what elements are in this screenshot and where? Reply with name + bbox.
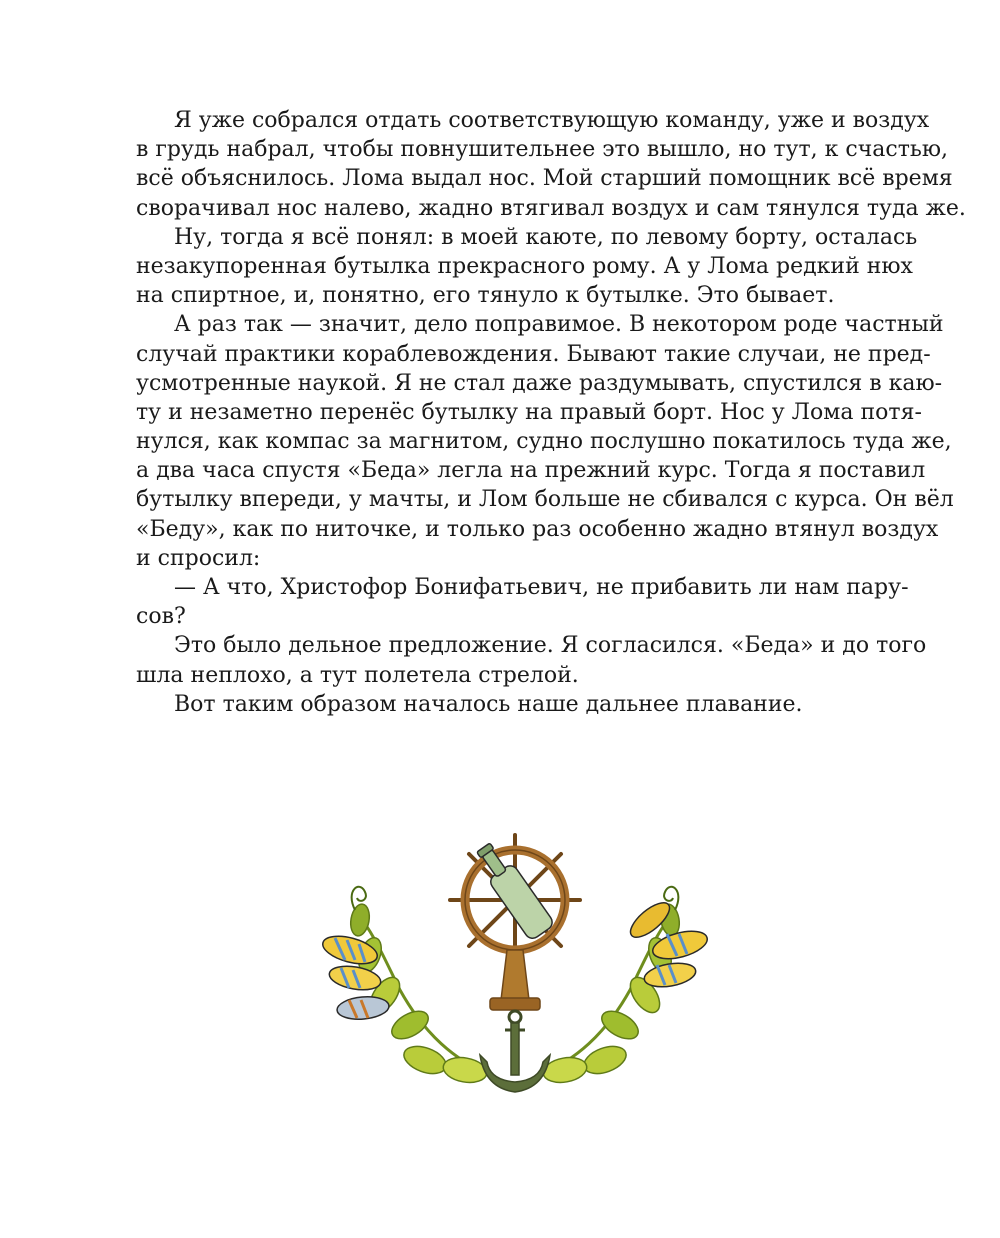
text-line: незакупоренная бутылка прекрасного рому. А у Лома редкий нюх [136, 253, 913, 279]
book-page-text [136, 106, 966, 719]
text-line: сворачивал нос налево, жадно втягивал воздух и сам тянулся туда же. [136, 195, 966, 221]
text-line: сов? [136, 604, 186, 630]
fish-icon [642, 960, 697, 991]
text-line: Это было дельное предложение. Я согласился. «Беда» и до того [174, 633, 927, 659]
text-line: усмотренные наукой. Я не стал даже раздумывать, спустился в каю- [136, 370, 943, 396]
text-line: всё объяснилось. Лома выдал нос. Мой старший помощник всё время [136, 166, 953, 192]
text-line: Вот таким образом началось наше дальнее плавание. [174, 691, 803, 717]
text-line: и спросил: [136, 545, 261, 571]
text-line: в грудь набрал, чтобы повнушительнее это вышло, но тут, к счастью, [136, 137, 949, 163]
wheel-stand-icon [490, 950, 540, 1010]
text-line: Ну, тогда я всё понял: в моей каюте, по левому борту, осталась [174, 224, 918, 250]
text-line: бутылку впереди, у мачты, и Лом больше не сбивался с курса. Он вёл [136, 487, 954, 513]
text-line: случай практики кораблевождения. Бывают такие случаи, не пред- [136, 341, 931, 367]
text-line: А раз так — значит, дело поправимое. В некотором роде частный [174, 312, 944, 338]
ship-wheel-anchor-laurel-vignette [315, 820, 715, 1100]
anchor-icon [480, 1011, 550, 1092]
fish-icon [336, 995, 390, 1021]
text-line: а два часа спустя «Беда» легла на прежний курс. Тогда я поставил [136, 458, 926, 484]
text-line: ту и незаметно перенёс бутылку на правый борт. Нос у Лома потя- [136, 399, 922, 425]
text-line: — А что, Христофор Бонифатьевич, не прибавить ли нам пару- [174, 575, 909, 600]
text-line: Я уже собрался отдать соответствующую команду, уже и воздух [174, 108, 930, 133]
text-line: шла неплохо, а тут полетела стрелой. [136, 662, 579, 688]
text-line: на спиртное, и, понятно, его тянуло к бутылке. Это бывает. [136, 283, 835, 309]
text-line: нулся, как компас за магнитом, судно послушно покатилось туда же, [136, 429, 952, 455]
text-line: «Беду», как по ниточке, и только раз особенно жадно втянул воздух [136, 516, 939, 542]
